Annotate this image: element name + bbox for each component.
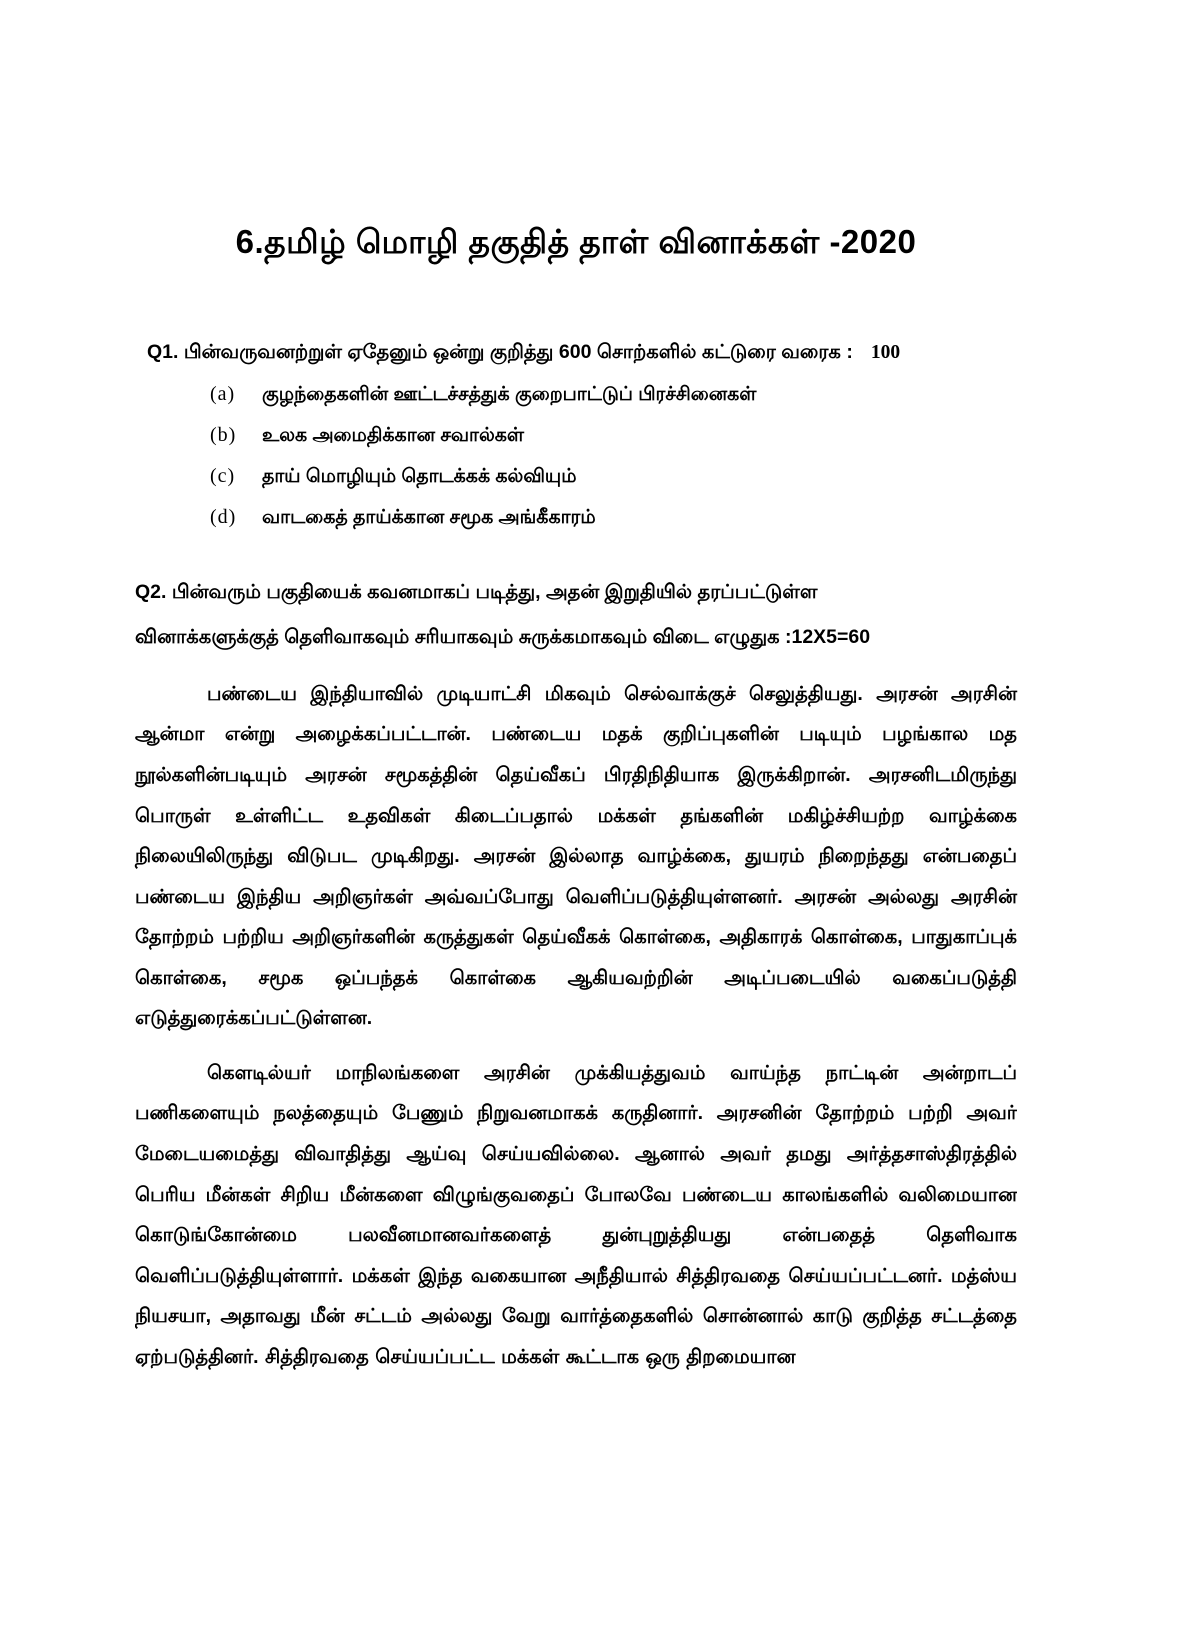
option-c-label: தாய் மொழியும் தொடக்கக் கல்வியும்	[262, 465, 577, 487]
passage-paragraph-2: கௌடில்யர் மாநிலங்களை அரசின் முக்கியத்துவம் வாய்ந்த நாட்டின் அன்றாடப் பணிகளையும் நலத்தையும் பேணும் நிறுவனமாகக் கருதினார். அரசனின் தோற்றம் பற்றி அவர் மேடையமைத்து விவாதித்து ஆய்வு செய்யவில்லை. ஆனால் அவர் தமது அர்த்தசாஸ்திரத்தில் பெரிய மீன்கள் சிறிய மீன்களை விழுங்குவதைப் போலவே பண்டைய காலங்களில் வலிமையான கொடுங்கோன்மை பலவீனமானவர்களைத் துன்புறுத்தியது என்பதைத் தெளிவாக வெளிப்படுத்தியுள்ளார். மக்கள் இந்த வகையான அநீதியால் சித்திரவதை செய்யப்பட்டனர். மத்ஸ்ய நியசயா, அதாவது மீன் சட்டம் அல்லது வேறு வார்த்தைகளில் சொன்னால் காடு குறித்த சட்டத்தை ஏற்படுத்தினர். சித்திரவதை செய்யப்பட்ட மக்கள் கூட்டாக ஒரு திறமையான	[135, 1061, 1017, 1368]
question-1-block	[135, 340, 1017, 531]
option-a-label: குழந்தைகளின் ஊட்டச்சத்துக் குறைபாட்டுப் பிரச்சினைகள்	[262, 383, 757, 405]
question-1-prompt-row	[135, 340, 1017, 365]
option-a-marker: (a)	[210, 382, 236, 405]
option-d	[210, 506, 1017, 531]
question-1-marks: 100	[870, 341, 901, 363]
option-c	[210, 465, 1017, 490]
option-c-marker: (c)	[210, 464, 236, 487]
question-1-prompt: Q1. பின்வருவனற்றுள் ஏதேனும் ஒன்று குறித்து 600 சொற்களில் கட்டுரை வரைக :	[147, 340, 853, 363]
option-a	[210, 383, 1017, 408]
option-b-marker: (b)	[210, 423, 237, 446]
option-d-label: வாடகைத் தாய்க்கான சமூக அங்கீகாரம்	[262, 506, 596, 528]
page-content	[135, 0, 1017, 1377]
page-title: 6.தமிழ் மொழி தகுதித் தாள் வினாக்கள் -2020	[235, 223, 917, 260]
option-d-marker: (d)	[210, 505, 237, 528]
option-b-label: உலக அமைதிக்கான சவால்கள்	[262, 424, 525, 446]
question-2-block	[135, 580, 1017, 1377]
question-1-options	[135, 383, 1017, 531]
question-2-prompt-line-1: Q2. பின்வரும் பகுதியைக் கவனமாகப் படித்து, அதன் இறுதியில் தரப்பட்டுள்ள	[135, 580, 818, 603]
option-b	[210, 424, 1017, 449]
passage-paragraph-1: பண்டைய இந்தியாவில் முடியாட்சி மிகவும் செல்வாக்குச் செலுத்தியது. அரசன் அரசின் ஆன்மா என்று அழைக்கப்பட்டான். பண்டைய மதக் குறிப்புகளின் படியும் பழங்கால மத நூல்களின்படியும் அரசன் சமூகத்தின் தெய்வீகப் பிரதிநிதியாக இருக்கிறான். அரசனிடமிருந்து பொருள் உள்ளிட்ட உதவிகள் கிடைப்பதால் மக்கள் தங்களின் மகிழ்ச்சியற்ற வாழ்க்கை நிலையிலிருந்து விடுபட முடிகிறது. அரசன் இல்லாத வாழ்க்கை, துயரம் நிறைந்தது என்பதைப் பண்டைய இந்திய அறிஞர்கள் அவ்வப்போது வெளிப்படுத்தியுள்ளனர். அரசன் அல்லது அரசின் தோற்றம் பற்றிய அறிஞர்களின் கருத்துகள் தெய்வீகக் கொள்கை, அதிகாரக் கொள்கை, பாதுகாப்புக் கொள்கை, சமூக ஒப்பந்தக் கொள்கை ஆகியவற்றின் அடிப்படையில் வகைப்படுத்தி எடுத்துரைக்கப்பட்டுள்ளன.	[135, 682, 1017, 1030]
question-2-prompt-line-2: வினாக்களுக்குத் தெளிவாகவும் சரியாகவும் சுருக்கமாகவும் விடை எழுதுக :12X5=60	[135, 626, 871, 649]
